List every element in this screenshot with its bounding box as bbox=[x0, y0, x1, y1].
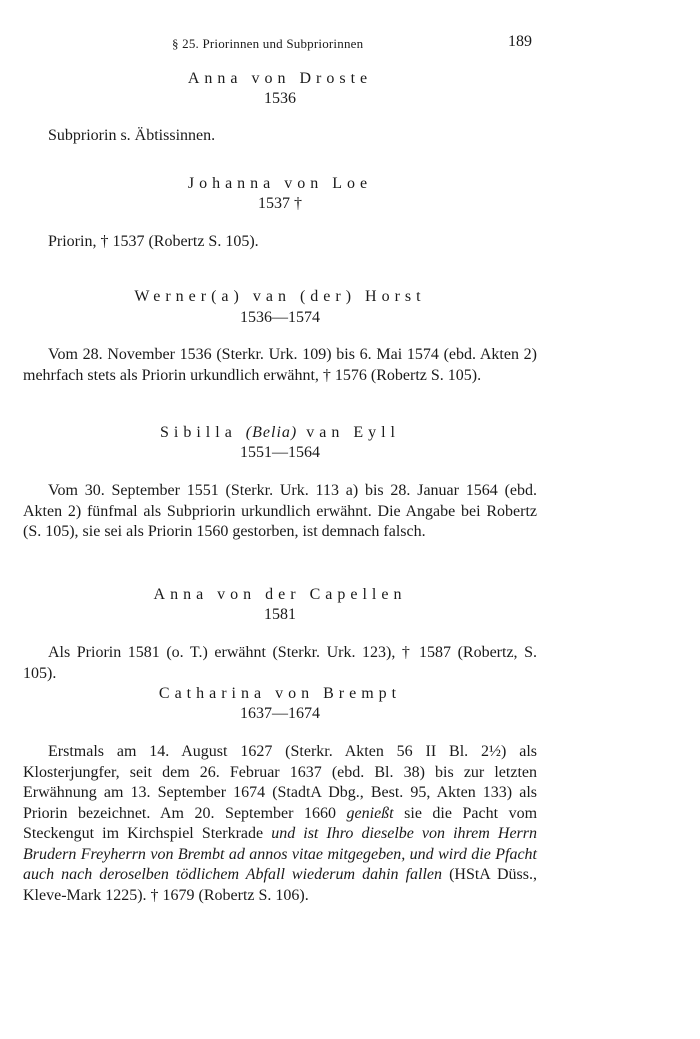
entry-date-johanna-von-loe: 1537 † bbox=[258, 195, 302, 212]
name-alternative: (Belia) bbox=[245, 424, 298, 441]
quoted-source-text: genießt bbox=[346, 804, 394, 822]
name-part: Sibilla bbox=[160, 424, 237, 441]
entry-text-werner-van-der-horst: Vom 28. November 1536 (Sterkr. Urk. 109) bis 6. Mai 1574 (ebd. Akten 2) mehrfach stets als Priorin urkundlich erwähnt, † 1576 (Robertz S. 105). bbox=[23, 346, 537, 384]
entry-name-anna-von-der-capellen: Anna von der Capellen bbox=[153, 586, 407, 603]
entry-name-werner-van-der-horst: Werner(a) van (der) Horst bbox=[134, 288, 426, 305]
text-segment: sie die Pacht vom Steckengut im Kirchspiel Sterkrade bbox=[23, 804, 538, 842]
text-segment: Erstmals am 14. August 1627 (Sterkr. Akten 56 II Bl. 2½) als Klosterjungfer, seit dem 26. Februar 1637 (ebd. Bl. 38) bis zur letzten Erwähnung am 13. September 1674 (StadtA Dbg., Best. 95, Akten 133) als Priorin bezeichnet. Am 20. September 1660 bbox=[23, 743, 537, 822]
entry-name-johanna-von-loe: Johanna von Loe bbox=[187, 175, 373, 192]
entry-date-anna-von-der-capellen: 1581 bbox=[264, 606, 296, 623]
entry-text-anna-von-der-capellen: Als Priorin 1581 (o. T.) erwähnt (Sterkr. Urk. 123), † 1587 (Robertz, S. 105). bbox=[23, 644, 537, 682]
name-part: van Eyll bbox=[306, 424, 400, 441]
entry-date-catharina-von-brempt: 1637—1674 bbox=[240, 705, 320, 722]
page-number: 189 bbox=[508, 33, 532, 50]
entry-text-johanna-von-loe: Priorin, † 1537 (Robertz S. 105). bbox=[48, 233, 259, 250]
entry-date-sibilla-van-eyll: 1551—1564 bbox=[240, 444, 320, 461]
entry-name-anna-von-droste: Anna von Droste bbox=[187, 70, 373, 87]
entry-date-werner-van-der-horst: 1536—1574 bbox=[240, 309, 320, 326]
entry-text-sibilla-van-eyll: Vom 30. September 1551 (Sterkr. Urk. 113 a) bis 28. Januar 1564 (ebd. Akten 2) fünfmal als Subpriorin urkundlich erwähnt. Die Angabe bei Robertz (S. 105), sie sei als Priorin 1560 gestorben, ist demnach falsch. bbox=[23, 482, 537, 540]
entry-text-anna-von-droste: Subpriorin s. Äbtissinnen. bbox=[48, 127, 216, 144]
quoted-source-text: und ist Ihro dieselbe von ihrem Herrn Brudern Freyherrn von Brembt ad annos vitae mitgegeben, und wird die Pfacht auch nach deroselben tödlichem Abfall wiederum dahin fallen bbox=[23, 825, 537, 883]
entry-name-sibilla-van-eyll bbox=[0, 424, 560, 442]
entry-name-catharina-von-brempt: Catharina von Brempt bbox=[158, 685, 402, 702]
entry-text-catharina-von-brempt bbox=[23, 742, 537, 906]
entry-date-anna-von-droste: 1536 bbox=[264, 90, 296, 107]
running-head: § 25. Priorinnen und Subpriorinnen bbox=[172, 36, 364, 51]
text-segment: (HStA Düss., Kleve-Mark 1225). † 1679 (Robertz S. 106). bbox=[23, 866, 538, 904]
